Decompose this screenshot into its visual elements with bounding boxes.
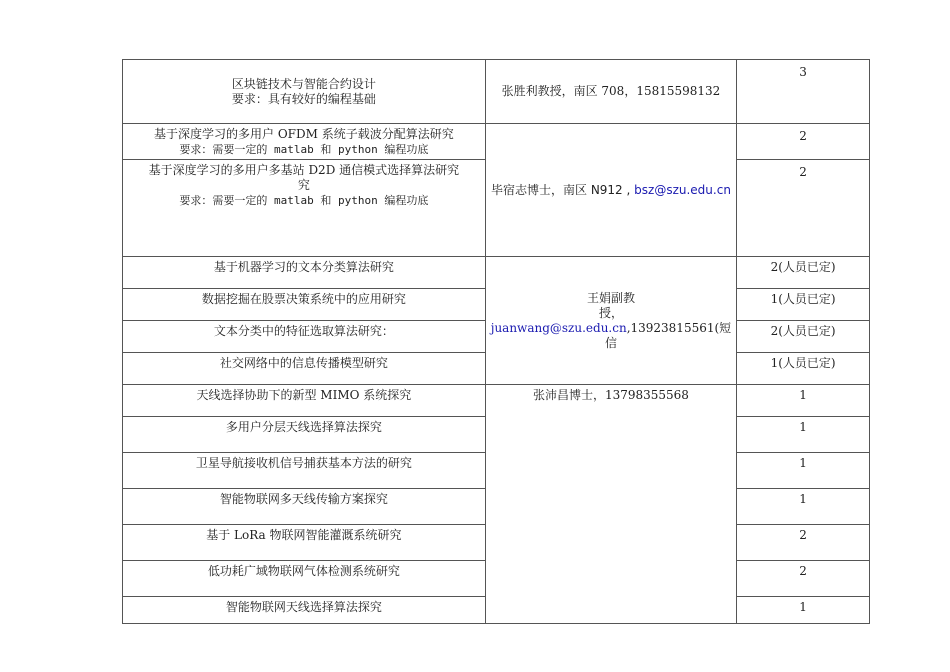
- teacher-info: 张胜利教授，南区 708，15815598132: [501, 84, 721, 98]
- count-cell: 1: [737, 385, 870, 417]
- teacher-info: 张沛昌博士，13798355568: [532, 388, 689, 402]
- count-cell: 2: [737, 160, 870, 257]
- topic-title-wrap: 究: [297, 178, 310, 192]
- topic-cell: 低功耗广域物联网气体检测系统研究: [123, 561, 486, 597]
- teacher-cell: [485, 257, 736, 385]
- count-cell: 3: [737, 60, 870, 124]
- count-cell: 1: [737, 453, 870, 489]
- teacher-cell: [485, 385, 736, 624]
- topic-cell: 基于机器学习的文本分类算法研究: [123, 257, 486, 289]
- table-row: [123, 385, 870, 417]
- topic-cell: 多用户分层天线选择算法探究: [123, 417, 486, 453]
- teacher-cell: [485, 60, 736, 124]
- teacher-email[interactable]: juanwang@szu.edu.cn: [490, 320, 627, 335]
- topic-title: 基于深度学习的多用户 OFDM 系统子载波分配算法研究: [154, 127, 454, 141]
- topic-cell: [123, 60, 486, 124]
- topic-cell: 社交网络中的信息传播模型研究: [123, 353, 486, 385]
- teacher-office: 南区 N912 ,: [563, 182, 631, 197]
- topic-cell: 文本分类中的特征选取算法研究：: [123, 321, 486, 353]
- count-cell: 1(人员已定): [737, 289, 870, 321]
- topic-title: 区块链技术与智能合约设计: [231, 76, 376, 91]
- topic-cell: 数据挖掘在股票决策系统中的应用研究: [123, 289, 486, 321]
- teacher-name: 毕宿志博士，: [490, 182, 563, 197]
- teacher-cell: [485, 124, 736, 257]
- topic-cell: 智能物联网多天线传输方案探究: [123, 489, 486, 525]
- topic-cell: [123, 124, 486, 160]
- count-cell: 1: [737, 489, 870, 525]
- topic-cell: 天线选择协助下的新型 MIMO 系统探究: [123, 385, 486, 417]
- topic-cell: 基于 LoRa 物联网智能灌溉系统研究: [123, 525, 486, 561]
- topic-title: 基于深度学习的多用户多基站 D2D 通信模式选择算法研究: [148, 163, 460, 177]
- count-cell: 2(人员已定): [737, 321, 870, 353]
- count-cell: 2: [737, 525, 870, 561]
- project-table: [122, 59, 870, 624]
- topic-cell: 智能物联网天线选择算法探究: [123, 597, 486, 624]
- topic-requirement: 要求：需要一定的 matlab 和 python 编程功底: [179, 194, 429, 207]
- topic-cell: 卫星导航接收机信号捕获基本方法的研究: [123, 453, 486, 489]
- topic-requirement: 要求：需要一定的 matlab 和 python 编程功底: [179, 143, 429, 156]
- teacher-phone-note: 信: [604, 335, 617, 350]
- topic-cell: [123, 160, 486, 257]
- count-cell: 2: [737, 561, 870, 597]
- teacher-title-suffix: 授，: [598, 305, 623, 320]
- table-row: [123, 124, 870, 160]
- teacher-email[interactable]: bsz@szu.edu.cn: [634, 182, 731, 197]
- topic-requirement: 要求：具有较好的编程基础: [231, 91, 376, 106]
- count-cell: 2(人员已定): [737, 257, 870, 289]
- table-row: [123, 60, 870, 124]
- teacher-phone: ,13923815561(短: [626, 320, 732, 335]
- teacher-name: 王娟副教: [586, 290, 635, 305]
- table-row: [123, 257, 870, 289]
- count-cell: 1: [737, 417, 870, 453]
- count-cell: 2: [737, 124, 870, 160]
- count-cell: 1(人员已定): [737, 353, 870, 385]
- count-cell: 1: [737, 597, 870, 624]
